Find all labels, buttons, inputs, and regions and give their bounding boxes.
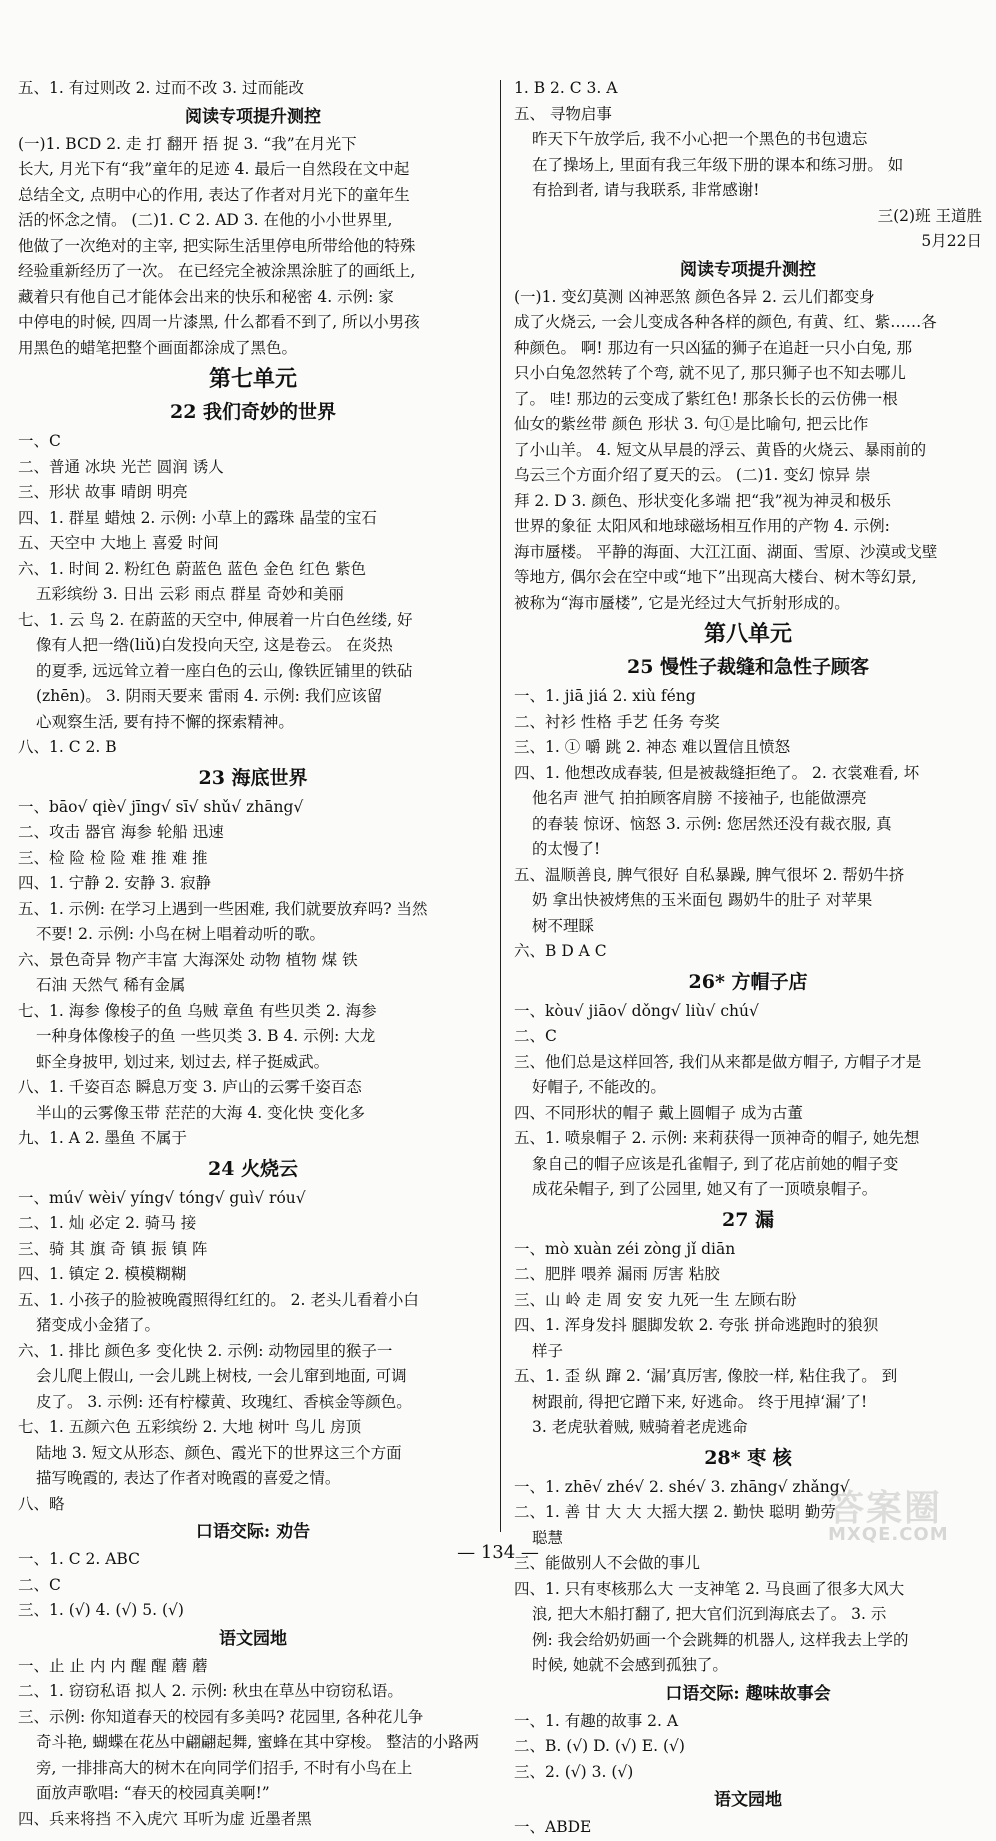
answer-line: 一、1. zhē√ zhé√ 2. shé√ 3. zhāng√ zhǎng√ xyxy=(514,1477,850,1496)
answer-line: 的太慢了! xyxy=(532,840,601,858)
answer-line: 二、C xyxy=(18,1575,61,1594)
answer-line: 3. 老虎驮着贼, 贼骑着老虎逃命 xyxy=(532,1418,748,1436)
answer-line: 半山的云雾像玉带 茫茫的大海 4. 变化快 变化多 xyxy=(36,1103,365,1122)
answer-line: 只小白兔忽然转了个弯, 就不见了, 那只狮子也不知去哪儿 xyxy=(514,364,906,382)
answer-line: 五、1. 喷泉帽子 2. 示例: 来莉获得一顶神奇的帽子, 她先想 xyxy=(514,1129,920,1147)
answer-line: 了小山羊。 4. 短文从早晨的浮云、黄昏的火烧云、暴雨前的 xyxy=(514,440,927,459)
answer-line: (zhēn)。 3. 阴雨天要来 雷雨 4. 示例: 我们应该留 xyxy=(36,687,383,705)
answer-line: 二、1. 善 甘 大 大 大摇大摆 2. 勤快 聪明 勤劳 xyxy=(514,1503,836,1521)
answer-line: 五、1. 有过则改 2. 过而不改 3. 过而能改 xyxy=(18,79,305,97)
lesson-heading: 24 火烧云 xyxy=(207,1157,299,1180)
answer-line: 世界的象征 太阳风和地球磁场相互作用的产物 4. 示例: xyxy=(514,517,890,535)
answer-line: 乌云三个方面介绍了夏天的云。 (二)1. 变幻 惊异 崇 xyxy=(514,466,871,484)
answer-line: 四、1. 镇定 2. 模模糊糊 xyxy=(18,1265,187,1283)
answer-line: 猪变成小金猪了。 xyxy=(36,1316,161,1334)
answer-line: 种颜色。 啊! 那边有一只凶猛的狮子在追赶一只小白兔, 那 xyxy=(514,338,912,357)
lesson-heading: 23 海底世界 xyxy=(198,766,308,789)
lesson-heading: 27 漏 xyxy=(721,1208,775,1231)
answer-line: 经验重新经历了一次。 在已经完全被涂黑涂脏了的画纸上, xyxy=(18,262,416,280)
answer-line: 奶 拿出快被烤焦的玉米面包 踢奶牛的肚子 对苹果 xyxy=(532,891,873,909)
answer-line: (一)1. 变幻莫测 凶神恶煞 颜色各异 2. 云儿们都变身 xyxy=(514,287,875,306)
answer-line: 用黑色的蜡笔把整个画面都涂成了黑色。 xyxy=(18,338,298,357)
answer-line: 二、B. (√) D. (√) E. (√) xyxy=(514,1737,685,1755)
answer-line: 石油 天然气 稀有金属 xyxy=(36,976,186,994)
answer-line: 一、mú√ wèi√ yíng√ tóng√ guì√ róu√ xyxy=(18,1188,306,1207)
answer-line: 陆地 3. 短文从形态、颜色、霞光下的世界这三个方面 xyxy=(36,1443,402,1462)
answer-line: 一、mò xuàn zéi zòng jǐ diān xyxy=(514,1239,736,1258)
answer-line: 成花朵帽子, 到了公园里, 她又有了一顶喷泉帽子。 xyxy=(532,1180,878,1198)
answer-line: 样子 xyxy=(532,1341,564,1360)
answer-line: 浪, 把大木船打翻了, 把大官们沉到海底去了。 3. 示 xyxy=(532,1605,887,1623)
answer-line: 例: 我会给奶奶画一个会跳舞的机器人, 这样我去上学的 xyxy=(532,1630,909,1649)
answer-line: 昨天下午放学后, 我不小心把一个黑色的书包遗忘 xyxy=(532,130,868,148)
section-heading: 口语交际: 趣味故事会 xyxy=(665,1683,831,1704)
answer-line: 三、骑 其 旗 奇 镇 振 镇 阵 xyxy=(18,1239,208,1258)
answer-line: 活的怀念之情。 (二)1. C 2. AD 3. 在他的小小世界里, xyxy=(18,211,393,229)
answer-line: 二、C xyxy=(514,1027,557,1045)
answer-line: 一、kòu√ jiāo√ dǒng√ liù√ chú√ xyxy=(514,1001,759,1020)
answer-line: 一、1. jiā jiá 2. xiù féng xyxy=(514,687,696,705)
unit-heading: 第八单元 xyxy=(703,621,792,647)
answer-line: 海市蜃楼。 平静的海面、大江江面、湖面、雪原、沙漠或戈壁 xyxy=(514,542,938,561)
answer-line: 的夏季, 远远耸立着一座白色的云山, 像铁匠铺里的铁砧 xyxy=(36,661,413,680)
answer-line: 在了操场上, 里面有我三年级下册的课本和练习册。 如 xyxy=(532,155,904,174)
answer-line: 四、1. 他想改成春装, 但是被裁缝拒绝了。 2. 衣裳难看, 坏 xyxy=(514,763,920,782)
answer-line: 象自己的帽子应该是孔雀帽子, 到了花店前她的帽子变 xyxy=(532,1154,899,1173)
answer-line: 有拾到者, 请与我联系, 非常感谢! xyxy=(532,181,760,199)
column-divider xyxy=(500,80,501,1532)
watermark-logo xyxy=(828,1488,978,1576)
answer-line: 不要! 2. 示例: 小鸟在树上唱着动听的歌。 xyxy=(36,925,326,943)
answer-line: 八、1. 千姿百态 瞬息万变 3. 庐山的云雾千姿百态 xyxy=(18,1078,362,1096)
lesson-heading: 28* 枣 核 xyxy=(704,1446,792,1469)
answer-line: 中停电的时候, 四周一片漆黑, 什么都看不到了, 所以小男孩 xyxy=(18,313,420,331)
answer-line: (一)1. BCD 2. 走 打 翻开 捂 捉 3. “我”在月光下 xyxy=(18,134,357,153)
answer-line: 一、ABDE xyxy=(514,1818,592,1836)
answer-line: 一、C xyxy=(18,432,61,450)
answer-line: 一、bāo√ qiè√ jīng√ sī√ shǔ√ zhāng√ xyxy=(18,797,304,816)
answer-line: 描写晚霞的, 表达了作者对晚霞的喜爱之情。 xyxy=(36,1469,341,1487)
answer-line: 虾全身披甲, 划过来, 划过去, 样子挺威武。 xyxy=(36,1052,330,1071)
lesson-heading: 25 慢性子裁缝和急性子顾客 xyxy=(626,656,870,678)
answer-line: 了。 哇! 那边的云变成了紫红色! 那条长长的云仿佛一根 xyxy=(514,389,898,408)
answer-line: 八、1. C 2. B xyxy=(18,738,117,756)
answer-line: 仙女的紫丝带 颜色 形状 3. 句①是比喻句, 把云比作 xyxy=(514,415,869,433)
answer-line: 被称为“海市蜃楼”, 它是光经过大气折射形成的。 xyxy=(514,593,850,612)
answer-line: 二、1. 灿 必定 2. 骑马 接 xyxy=(18,1214,197,1232)
answer-line: 三、1. (√) 4. (√) 5. (√) xyxy=(18,1601,184,1619)
answer-line: 总结全文, 点明中心的作用, 表达了作者对月光下的童年生 xyxy=(18,185,410,204)
answer-line: 好帽子, 不能改的。 xyxy=(532,1078,666,1096)
section-heading: 语文园地 xyxy=(714,1790,782,1810)
answer-line: 二、攻击 器官 海参 轮船 迅速 xyxy=(18,823,224,841)
answer-line: 三、形状 故事 晴朗 明亮 xyxy=(18,483,188,501)
answer-line: 树不理睬 xyxy=(532,916,595,935)
answer-line: 旁, 一排排高大的树木在向同学们招手, 不时有小鸟在上 xyxy=(36,1758,413,1777)
answer-line: 二、衬衫 性格 手艺 任务 夸奖 xyxy=(514,712,720,731)
answer-line: 心观察生活, 要有持不懈的探索精神。 xyxy=(36,712,294,731)
answer-line: 会儿爬上假山, 一会儿跳上树枝, 一会儿窜到地面, 可调 xyxy=(36,1367,407,1385)
answer-line: 拜 2. D 3. 颜色、形状变化多端 把“我”视为神灵和极乐 xyxy=(514,491,891,510)
lesson-heading: 26* 方帽子店 xyxy=(688,970,808,993)
unit-heading: 第七单元 xyxy=(208,366,297,392)
answer-line: 五彩缤纷 3. 日出 云彩 雨点 群星 奇妙和美丽 xyxy=(36,585,344,603)
answer-line: 四、不同形状的帽子 戴上圆帽子 成为古董 xyxy=(514,1103,803,1122)
answer-line: 二、1. 窃窃私语 拟人 2. 示例: 秋虫在草丛中窃窃私语。 xyxy=(18,1682,403,1700)
answer-line: 三、检 险 检 险 难 推 难 推 xyxy=(18,848,208,867)
answer-line: 像有人把一绺(liǔ)白发投向天空, 这是卷云。 在炎热 xyxy=(36,636,393,654)
answer-line: 奇斗艳, 蝴蝶在花丛中翩翩起舞, 蜜蜂在其中穿梭。 整洁的小路两 xyxy=(36,1733,480,1751)
answer-line: 皮了。 3. 示例: 还有柠檬黄、玫瑰红、香槟金等颜色。 xyxy=(36,1392,412,1411)
watermark-text: 答案圈 xyxy=(828,1488,943,1529)
answer-line: 六、1. 时间 2. 粉红色 蔚蓝色 蓝色 金色 红色 紫色 xyxy=(18,559,366,578)
page-number: — 134 — xyxy=(457,1542,539,1563)
answer-line: 长大, 月光下有“我”童年的足迹 4. 最后一自然段在文中起 xyxy=(18,160,410,178)
answer-line: 时候, 她就不会感到孤独了。 xyxy=(532,1656,728,1674)
answer-line: 三、1. ① 嚼 跳 2. 神态 难以置信且愤怒 xyxy=(514,738,791,756)
answer-line: 三、他们总是这样回答, 我们从来都是做方帽子, 方帽子才是 xyxy=(514,1052,922,1071)
answer-line: 五、1. 示例: 在学习上遇到一些困难, 我们就要放弃吗? 当然 xyxy=(18,899,428,918)
answer-line: 二、普通 冰块 光芒 圆润 诱人 xyxy=(18,457,224,476)
answer-line: 七、1. 云 鸟 2. 在蔚蓝的天空中, 伸展着一片白色丝缕, 好 xyxy=(18,610,413,629)
answer-line: 三、山 岭 走 周 安 安 九死一生 左顾右盼 xyxy=(514,1290,797,1309)
answer-line: 四、1. 浑身发抖 腿脚发软 2. 夸张 拼命逃跑时的狼狈 xyxy=(514,1316,879,1334)
answer-line: 三、2. (√) 3. (√) xyxy=(514,1762,634,1781)
answer-line: 六、景色奇异 物产丰富 大海深处 动物 植物 煤 铁 xyxy=(18,950,358,969)
answer-line: 七、1. 五颜六色 五彩缤纷 2. 大地 树叶 鸟儿 房顶 xyxy=(18,1418,362,1436)
signature-line: 三(2)班 王道胜 xyxy=(877,206,982,225)
answer-line: 成了火烧云, 一会儿变成各种各样的颜色, 有黄、红、紫……各 xyxy=(514,313,937,331)
section-heading: 口语交际: 劝告 xyxy=(195,1522,311,1542)
answer-line: 五、温顺善良, 脾气很好 自私暴躁, 脾气很坏 2. 帮奶牛挤 xyxy=(514,865,905,884)
answer-line: 他做了一次绝对的主宰, 把实际生活里停电所带给他的特殊 xyxy=(18,236,416,255)
answer-line: 三、能做别人不会做的事儿 xyxy=(514,1554,701,1572)
answer-line: 六、1. 排比 颜色多 变化快 2. 示例: 动物园里的猴子一 xyxy=(18,1341,393,1360)
answer-line: 八、略 xyxy=(18,1494,65,1513)
answer-line: 藏着只有他自己才能体会出来的快乐和秘密 4. 示例: 家 xyxy=(18,287,394,306)
answer-line: 五、 寻物启事 xyxy=(514,104,612,123)
answer-line: 五、1. 歪 纵 蹿 2. ‘漏’真厉害, 像胶一样, 粘住我了。 到 xyxy=(514,1367,898,1385)
answer-line: 四、兵来将挡 不入虎穴 耳听为虚 近墨者黑 xyxy=(18,1809,312,1828)
signature-line: 5月22日 xyxy=(921,232,982,250)
answer-line: 聪慧 xyxy=(532,1528,564,1547)
answer-line: 一、止 止 内 内 醒 醒 蘑 蘑 xyxy=(18,1656,208,1675)
section-heading: 阅读专项提升测控 xyxy=(680,259,816,280)
answer-line: 一种身体像梭子的鱼 一些贝类 3. B 4. 示例: 大龙 xyxy=(36,1027,376,1045)
lesson-heading: 22 我们奇妙的世界 xyxy=(169,401,337,423)
left-column xyxy=(18,76,488,1832)
answer-line: 七、1. 海参 像梭子的鱼 乌贼 章鱼 有些贝类 2. 海参 xyxy=(18,1001,377,1020)
answer-line: 六、B D A C xyxy=(514,942,607,960)
answer-line: 一、1. C 2. ABC xyxy=(18,1550,140,1568)
answer-line: 五、1. 小孩子的脸被晚霞照得红红的。 2. 老头儿看着小白 xyxy=(18,1290,419,1309)
answer-line: 等地方, 偶尔会在空中或“地下”出现高大楼台、树木等幻景, xyxy=(514,568,917,586)
answer-line: 二、肥胖 喂养 漏雨 厉害 粘胶 xyxy=(514,1265,720,1283)
answer-line: 四、1. 只有枣核那么大 一支神笔 2. 马良画了很多大风大 xyxy=(514,1579,905,1598)
answer-line: 树跟前, 得把它蹭下来, 好逃命。 终于甩掉‘漏’了! xyxy=(532,1392,868,1411)
answer-line: 五、天空中 大地上 喜爱 时间 xyxy=(18,534,219,552)
answer-line: 面放声歌唱: “春天的校园真美啊!” xyxy=(36,1784,270,1802)
answer-line: 四、1. 宁静 2. 安静 3. 寂静 xyxy=(18,874,212,892)
answer-line: 九、1. A 2. 墨鱼 不属于 xyxy=(18,1129,187,1147)
watermark-subtext: MXQE.COM xyxy=(828,1523,949,1545)
answer-line: 的春装 惊讶、恼怒 3. 示例: 您居然还没有裁衣服, 真 xyxy=(532,814,892,833)
section-heading: 阅读专项提升测控 xyxy=(185,106,321,127)
answer-line: 他名声 泄气 拍拍顾客肩膀 不接袖子, 也能做漂亮 xyxy=(532,789,867,807)
section-heading: 语文园地 xyxy=(219,1628,287,1649)
answer-line: 四、1. 群星 蜡烛 2. 示例: 小草上的露珠 晶莹的宝石 xyxy=(18,508,377,527)
answer-line: 三、示例: 你知道春天的校园有多美吗? 花园里, 各种花儿争 xyxy=(18,1707,424,1726)
answer-line: 一、1. 有趣的故事 2. A xyxy=(514,1711,679,1730)
answer-line: 1. B 2. C 3. A xyxy=(514,79,618,97)
